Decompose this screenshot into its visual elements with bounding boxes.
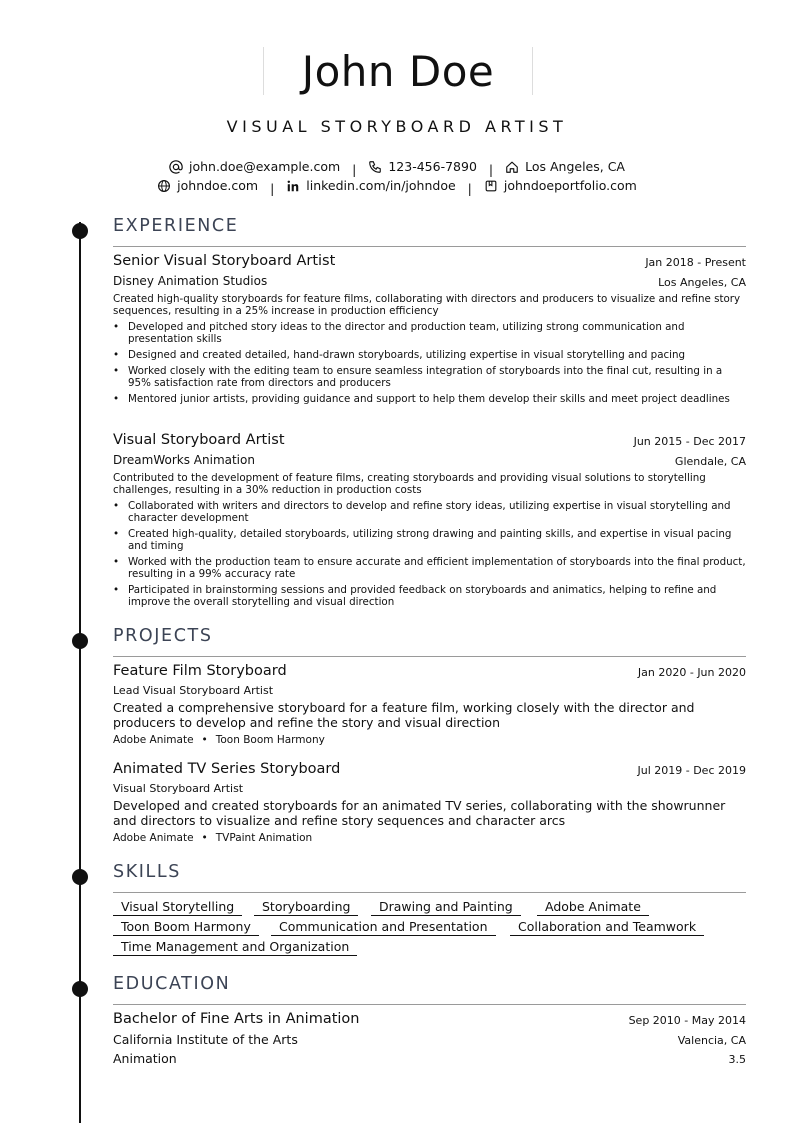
bullet-text: Collaborated with writers and directors to develop and refine story ideas, utilizing expertise in visual storytelling and character development <box>128 500 731 524</box>
contact-row-2 <box>0 178 794 196</box>
separator: | <box>270 180 275 196</box>
bullet-glyph: • <box>113 584 120 596</box>
contact-row-1 <box>0 159 794 177</box>
at-icon <box>169 160 183 174</box>
project-description: Developed and created storyboards for an animated TV series, collaborating with the showrunner and directors to visualize and refine story sequences and character arcs <box>113 798 726 828</box>
bullet-glyph: • <box>113 528 120 540</box>
bullet-text: Participated in brainstorming sessions and provided feedback on storyboards and animatics, helping to refine and improve the overall storytelling and visual direction <box>128 584 717 608</box>
globe-icon <box>157 179 171 193</box>
email-text: john.doe@example.com <box>188 159 341 174</box>
section-divider <box>113 892 746 893</box>
section-title-projects: PROJECTS <box>113 626 213 646</box>
project-name: Feature Film Storyboard <box>113 663 287 679</box>
bullet-glyph: • <box>113 321 120 333</box>
bullet-text: Designed and created detailed, hand-drawn storyboards, utilizing expertise in visual storytelling and pacing <box>128 349 686 361</box>
skill-tag: Collaboration and Teamwork <box>510 919 704 936</box>
bullet-glyph: • <box>113 349 120 361</box>
linkedin-icon <box>286 179 300 193</box>
job-location: Los Angeles, CA <box>658 276 746 289</box>
separator: | <box>488 161 494 177</box>
website-item[interactable] <box>157 178 258 193</box>
job-role: Visual Storyboard Artist <box>113 432 285 448</box>
timeline-dot-projects <box>72 633 88 649</box>
job-location: Glendale, CA <box>674 455 746 468</box>
project-role: Lead Visual Storyboard Artist <box>113 684 274 697</box>
job-summary: Created high-quality storyboards for feature films, collaborating with directors and producers to visualize and refine story sequences, resulting in a 25% increase in production efficiency <box>113 293 741 317</box>
skill-tag: Drawing and Painting <box>371 899 521 916</box>
education-gpa: 3.5 <box>728 1053 746 1066</box>
portfolio-item[interactable] <box>484 178 637 193</box>
phone-item[interactable] <box>368 159 477 174</box>
job-summary: Contributed to the development of feature films, creating storyboards and providing visual solutions to storytelling challenges, resulting in a 30% reduction in production costs <box>113 472 706 496</box>
email-item[interactable] <box>169 159 340 174</box>
tech-separator: • <box>201 832 208 844</box>
separator: | <box>352 161 357 177</box>
education-dates: Sep 2010 - May 2014 <box>628 1014 746 1027</box>
tech-item: Adobe Animate <box>113 734 194 746</box>
skill-tag: Adobe Animate <box>537 899 649 916</box>
linkedin-text: linkedin.com/in/johndoe <box>306 178 456 193</box>
tech-separator: • <box>201 734 208 746</box>
separator: | <box>467 180 472 196</box>
project-description: Created a comprehensive storyboard for a feature film, working closely with the director and producers to develop and refine the story and visual direction <box>113 700 695 730</box>
education-school: California Institute of the Arts <box>113 1032 298 1047</box>
portfolio-text: johndoeportfolio.com <box>503 178 637 193</box>
location-item <box>505 159 625 174</box>
bullet-glyph: • <box>113 556 120 568</box>
job-company: Disney Animation Studios <box>113 274 268 288</box>
bullet-text: Mentored junior artists, providing guidance and support to help them develop their skills and meet project deadlines <box>128 393 730 405</box>
section-divider <box>113 656 746 657</box>
skill-tag: Time Management and Organization <box>113 939 357 956</box>
name-block <box>263 47 533 95</box>
website-text: johndoe.com <box>177 178 259 193</box>
skill-tag: Communication and Presentation <box>271 919 496 936</box>
tech-item: Toon Boom Harmony <box>215 734 325 746</box>
section-divider <box>113 1004 746 1005</box>
project-role: Visual Storyboard Artist <box>113 782 244 795</box>
bullet-glyph: • <box>113 393 120 405</box>
skill-tag: Storyboarding <box>254 899 358 916</box>
timeline-dot-experience <box>72 223 88 239</box>
job-dates: Jun 2015 - Dec 2017 <box>633 435 746 448</box>
project-dates: Jul 2019 - Dec 2019 <box>637 764 746 777</box>
portfolio-icon <box>484 179 498 193</box>
job-dates: Jan 2018 - Present <box>645 256 746 269</box>
job-role: Senior Visual Storyboard Artist <box>113 253 336 269</box>
bullet-text: Worked with the production team to ensure accurate and efficient implementation of storyboards into the final product, resulting in a 99% accuracy rate <box>128 556 746 580</box>
candidate-name: John Doe <box>301 46 495 96</box>
project-tech <box>113 734 325 746</box>
skill-tag: Visual Storytelling <box>113 899 242 916</box>
project-name: Animated TV Series Storyboard <box>113 761 341 777</box>
section-title-education: EDUCATION <box>113 974 231 994</box>
skill-tag: Toon Boom Harmony <box>113 919 259 936</box>
education-degree: Bachelor of Fine Arts in Animation <box>113 1011 360 1027</box>
bullet-glyph: • <box>113 500 120 512</box>
project-dates: Jan 2020 - Jun 2020 <box>637 666 746 679</box>
home-icon <box>505 160 519 174</box>
job-company: DreamWorks Animation <box>113 453 255 467</box>
bullet-glyph: • <box>113 365 120 377</box>
tech-item: TVPaint Animation <box>215 832 313 844</box>
phone-icon <box>368 160 382 174</box>
job-title: VISUAL STORYBOARD ARTIST <box>226 117 568 136</box>
bullet-text: Worked closely with the editing team to ensure seamless integration of storyboards into the final cut, resulting in a 95% satisfaction rate from directors and producers <box>128 365 723 389</box>
timeline-dot-skills <box>72 869 88 885</box>
education-field: Animation <box>113 1051 177 1066</box>
linkedin-item[interactable] <box>286 178 455 193</box>
tech-item: Adobe Animate <box>113 832 194 844</box>
bullet-text: Developed and pitched story ideas to the director and production team, utilizing strong communication and presentation skills <box>128 321 685 345</box>
project-tech <box>113 832 312 844</box>
section-title-experience: EXPERIENCE <box>113 216 239 236</box>
location-text: Los Angeles, CA <box>525 159 625 174</box>
timeline-dot-education <box>72 981 88 997</box>
bullet-text: Created high-quality, detailed storyboards, utilizing strong drawing and painting skills, and expertise in visual pacing and timing <box>128 528 732 552</box>
education-location: Valencia, CA <box>677 1034 746 1047</box>
section-divider <box>113 246 746 247</box>
section-title-skills: SKILLS <box>113 862 181 882</box>
phone-text: 123-456-7890 <box>388 159 477 174</box>
